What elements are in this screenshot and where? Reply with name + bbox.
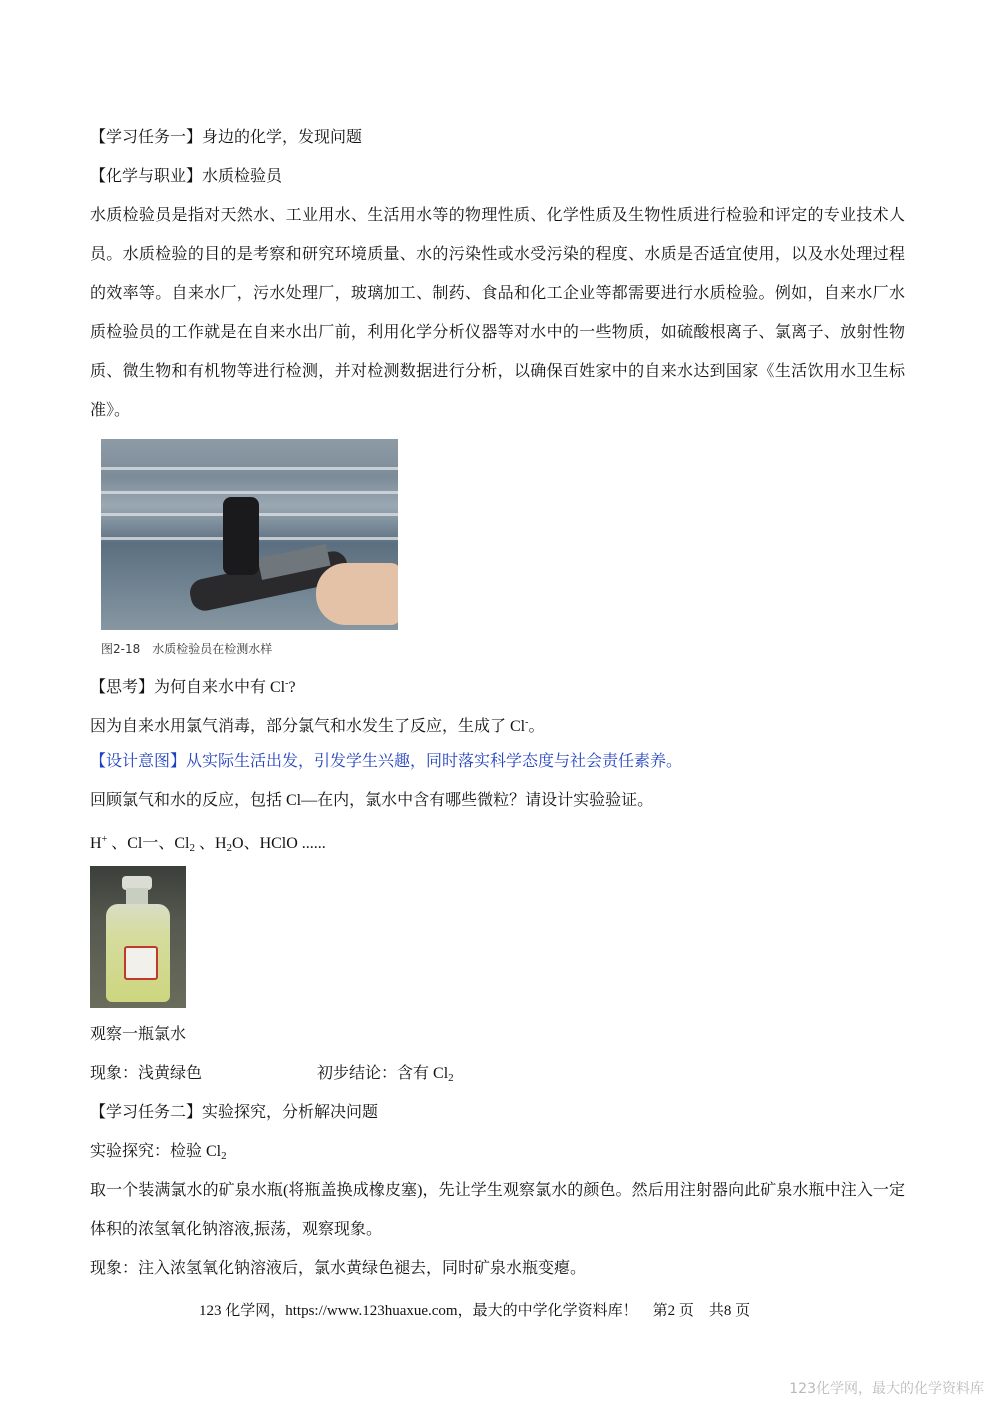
particle-list: H+ 、Cl一、$Cl_2$ 、$H_2O$、HClO ...... [90,834,326,854]
page-footer: 123 化学网，https://www.123huaxue.com，最大的中学化学资料库！ 第2 页 共8 页 [199,1303,751,1319]
career-paragraph: 水质检验员是指对天然水、工业用水、生活用水等的物理性质、化学性质及生物性质进行检验和评定的专业技术人员。水质检验的目的是考察和研究环境质量、水的污染性或水受污染的程度、水质是否适宜使用，以及水处理过程的效率等。自来水厂，污水处理厂，玻璃加工、制药、食品和化工企业等都需要进行水质检验。例如，自来水厂水质检验员的工作就是在自来水出厂前，利用化学分析仪器等对水中的一些物质，如硫酸根离子、氯离子、放射性物质、微生物和有机物等进行检测，并对检测数据进行分析，以确保百姓家中的自来水达到国家《生活饮用水卫生标准》。 [90,207,905,419]
water-tester-photo [101,439,398,630]
watermark: 123化学网，最大的化学资料库 [789,1381,984,1397]
phenomenon-1: 现象：浅黄绿色 初步结论：含有 $Cl_2$ [90,1065,454,1084]
experiment-paragraph: 取一个装满氯水的矿泉水瓶(将瓶盖换成橡皮塞)，先让学生观察氯水的颜色。然后用注射器向此矿泉水瓶中注入一定体积的浓氢氧化钠溶液,振荡，观察现象。 [90,1182,905,1238]
think-question: 【思考】为何自来水中有 Cl-? [90,678,296,696]
figure-caption: 图2-18 水质检验员在检测水样 [101,642,273,656]
chlorine-water-bottle-photo [90,866,186,1008]
design-intent: 【设计意图】从实际生活出发，引发学生兴趣，同时落实科学态度与社会责任素养。 [90,753,683,770]
career-heading: 【化学与职业】水质检验员 [90,168,283,185]
review-question: 回顾氯气和水的反应，包括 Cl—在内，氯水中含有哪些微粒？请设计实验验证。 [90,792,654,809]
task2-heading: 【学习任务二】实验探究，分析解决问题 [90,1104,379,1121]
phenomenon-2: 现象：注入浓氢氧化钠溶液后，氯水黄绿色褪去，同时矿泉水瓶变瘪。 [90,1260,587,1277]
task1-heading: 【学习任务一】身边的化学，发现问题 [90,129,363,146]
observe-label: 观察一瓶氯水 [90,1026,187,1043]
experiment-title: 实验探究：检验 $Cl_2$ [90,1143,227,1162]
think-answer: 因为自来水用氯气消毒，部分氯气和水发生了反应，生成了 Cl-。 [90,717,545,735]
